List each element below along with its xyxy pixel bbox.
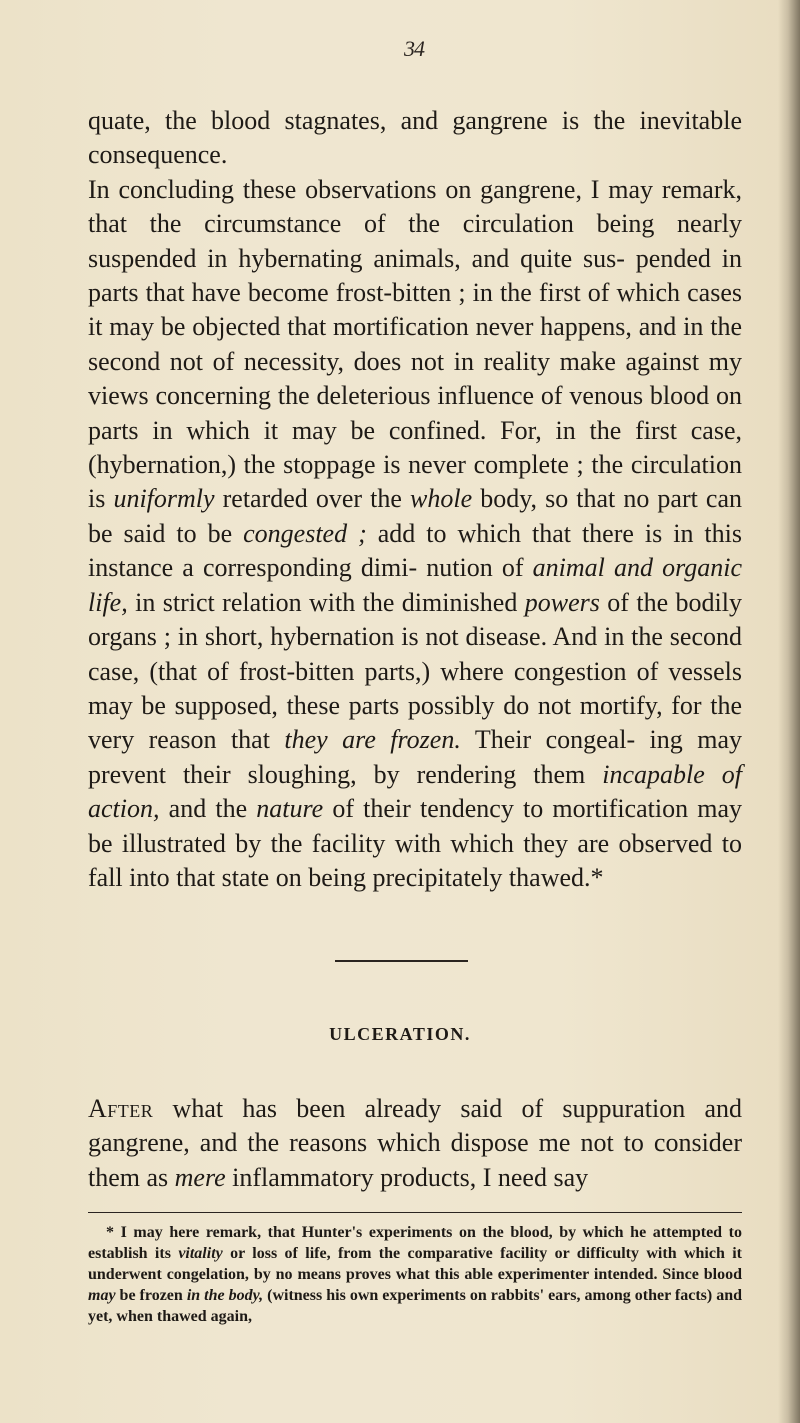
emphasis: powers <box>524 587 600 617</box>
text-run: body, so that no part can be said to be <box>88 484 743 548</box>
text-run: Their congeal- ing may prevent their sloughing, by rendering them <box>88 725 742 789</box>
emphasis: mere <box>174 1162 226 1192</box>
emphasis: they are frozen. <box>284 725 461 755</box>
text-run: or loss of life, from the comparative facility or difficulty with which it underwent congelation, by no means proves what this able experimenter intended. Since blood <box>88 1245 743 1283</box>
text-run: of the bodily organs ; in short, hybernation is not disease. And in the second case, (that of frost-bitten parts,) where congestion of vessels may be supposed, these parts possibly do not mortify, for the very reason that <box>88 587 742 755</box>
text-run: inflammatory products, I need say <box>225 1162 589 1192</box>
emphasis: in the body, <box>186 1287 264 1304</box>
page-edge-shadow <box>778 0 800 1423</box>
footnote <box>88 1222 742 1327</box>
text-run: In concluding these observations on gangrene, I may remark, that the circumstance of the circulation being nearly suspended in hybernating animals, and quite sus- pended in parts that have become frost-bitten ; in the first of which cases it may be objected that mortification never happens, and in the second not of necessity, does not in reality make against my views concerning the deleterious influence of venous blood on parts in which it may be confined. For, in the first case, (hybernation,) the stoppage is never complete ; the circulation is <box>88 174 742 514</box>
text-run: what has been already said of suppuration and gangrene, and the reasons which dispose me not to consider them as <box>88 1094 742 1192</box>
emphasis: incapable of action, <box>88 759 742 824</box>
emphasis: uniformly <box>113 484 215 514</box>
emphasis: vitality <box>178 1245 223 1262</box>
emphasis: animal and organic life, <box>88 553 743 617</box>
emphasis: congested ; <box>243 518 367 548</box>
text-run: * I may here remark, that Hunter's experiments on the blood, by which he attempted to establish its <box>88 1224 742 1262</box>
paragraph-2 <box>88 173 742 896</box>
emphasis: whole <box>410 484 473 514</box>
paragraph-1: quate, the blood stagnates, and gangrene is the inevitable consequence. <box>88 106 742 170</box>
page-number: 34 <box>404 36 424 61</box>
text-run: in strict relation with the diminished <box>127 587 525 617</box>
text-run: and the <box>159 794 257 824</box>
lead-word: After <box>88 1094 154 1123</box>
footnote-divider <box>88 1212 742 1213</box>
emphasis: nature <box>256 794 324 824</box>
text-run: be frozen <box>115 1287 187 1304</box>
body-text <box>88 104 742 895</box>
section-paragraph <box>88 1092 742 1195</box>
text-run: of their tendency to mortification may be illustrated by the facility with which they are observed to fall into that state on being precipitately thawed.* <box>88 794 743 892</box>
text-run: retarded over the <box>214 484 410 514</box>
footnote-text <box>88 1222 742 1327</box>
text-run: add to which that there is in this instance a corresponding dimi- nution of <box>88 518 742 583</box>
section-divider <box>335 960 468 962</box>
section-heading: ULCERATION. <box>329 1024 471 1044</box>
text-run: (witness his own experiments on rabbits' ears, among other facts) and yet, when thawed again, <box>88 1287 743 1325</box>
ulceration-paragraph <box>88 1092 742 1195</box>
emphasis: may <box>88 1287 116 1304</box>
